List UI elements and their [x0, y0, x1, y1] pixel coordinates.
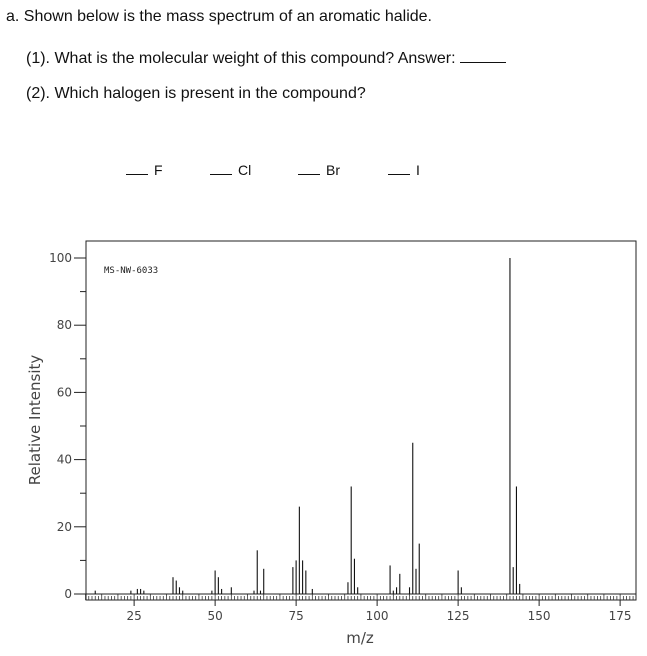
y-tick-label: 80: [56, 318, 72, 333]
x-axis-ticks: [126, 600, 631, 623]
x-tick-label: 25: [126, 609, 142, 623]
y-tick-label: 100: [49, 251, 72, 265]
y-tick-label: 20: [56, 519, 72, 534]
minor-ticks: [86, 594, 636, 600]
spectrum-code-label: MS-NW-6033: [104, 266, 159, 276]
x-tick-label: 125: [446, 609, 470, 623]
y-tick-label: 40: [56, 452, 72, 467]
halogen-label: F: [154, 162, 163, 178]
plot-frame: [86, 241, 636, 600]
y-axis-title: Relative Intensity: [26, 354, 44, 486]
x-tick-label: 175: [608, 609, 632, 623]
y-axis-ticks: [49, 251, 86, 601]
x-axis-title: m/z: [346, 629, 374, 647]
x-tick-label: 50: [207, 609, 223, 623]
peaks: [95, 258, 519, 594]
x-tick-label: 150: [527, 609, 551, 623]
y-tick-label: 60: [56, 385, 72, 400]
x-tick-label: 100: [365, 609, 389, 623]
halogen-label: Cl: [238, 162, 252, 178]
question-2: (2). Which halogen is present in the compound?: [26, 85, 366, 102]
halogen-label: I: [416, 162, 420, 178]
x-tick-label: 75: [288, 609, 304, 623]
y-tick-label: 0: [64, 587, 72, 601]
question-intro: a. Shown below is the mass spectrum of an aromatic halide.: [6, 8, 432, 25]
question-1-text: (1). What is the molecular weight of this compound? Answer:: [26, 50, 456, 67]
halogen-label: Br: [326, 162, 340, 178]
